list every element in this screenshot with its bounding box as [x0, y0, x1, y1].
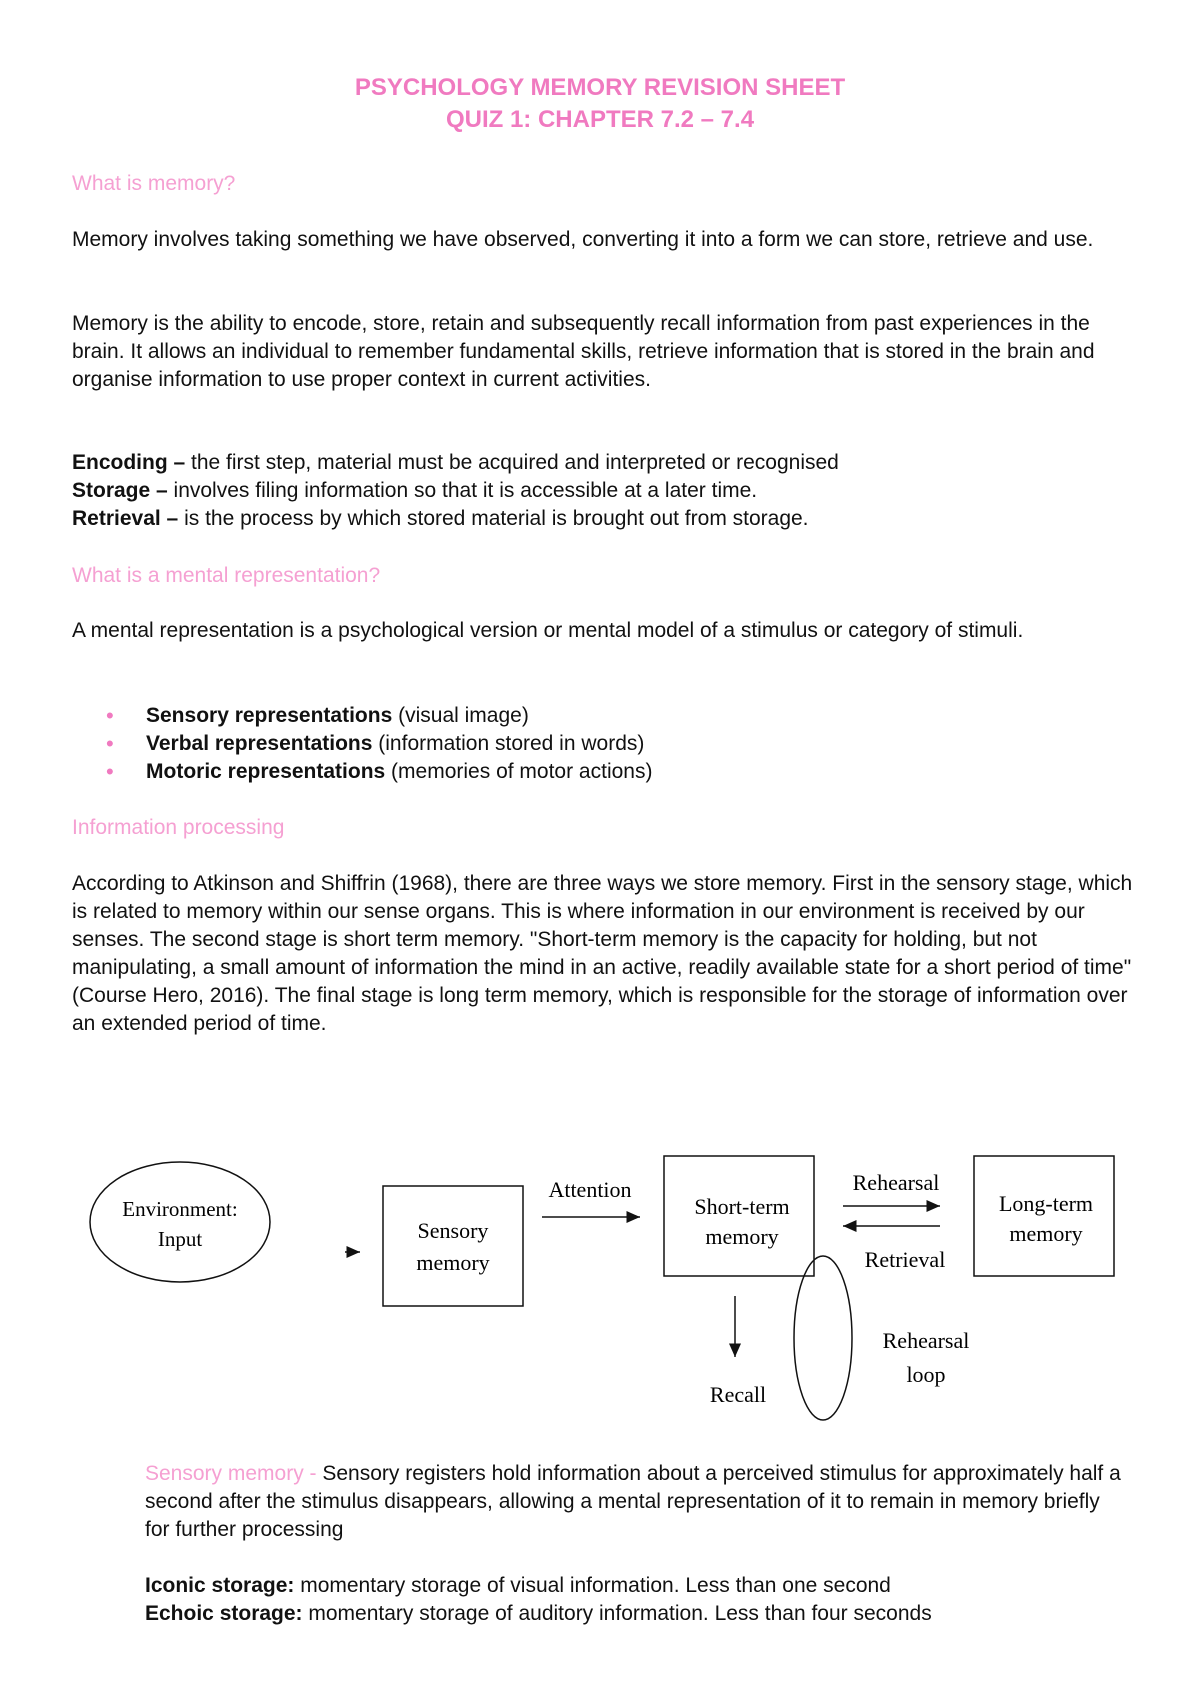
list-item: • Motoric representations (memories of motor actions): [106, 759, 653, 784]
environment-ellipse: [90, 1162, 270, 1282]
page-subtitle: QUIZ 1: CHAPTER 7.2 – 7.4: [445, 106, 755, 133]
sensory-memory-term: Sensory memory -: [145, 1462, 323, 1485]
long-term-memory-sublabel: memory: [1009, 1221, 1083, 1246]
bullet-icon: •: [106, 731, 114, 756]
attention-label: Attention: [548, 1177, 632, 1202]
definition-iconic-storage: Iconic storage: momentary storage of visual information. Less than one second: [145, 1574, 891, 1597]
memory-definitions: [72, 449, 1142, 533]
rehearsal-label: Rehearsal: [852, 1170, 940, 1195]
processing-paragraph: According to Atkinson and Shiffrin (1968), there are three ways we store memory. First in the sensory stage, which is related to memory within our sense organs. This is where information in our environment is received by our senses. The second stage is short term memory. "Short-term memory is the capacity for holding, but not manipulating, a small amount of information the mind in an active, readily available state for a short period of time" (Course Hero, 2016). The final stage is long term memory, which is responsible for the storage of information over an extended period of time.: [72, 872, 1133, 1035]
rehearsal-loop-label: Rehearsal: [882, 1328, 970, 1353]
sensory-memory-label: Sensory: [417, 1218, 489, 1243]
rehearsal-loop-sublabel: loop: [906, 1362, 946, 1387]
storage-definitions: [145, 1572, 1130, 1628]
environment-label: Environment:: [122, 1197, 238, 1221]
definition-retrieval: Retrieval – is the process by which stored material is brought out from storage.: [72, 507, 809, 530]
sensory-memory-box: [383, 1186, 523, 1306]
definition-encoding: Encoding – the first step, material must be acquired and interpreted or recognised: [72, 451, 839, 474]
heading-what-is-memory: What is memory?: [72, 172, 236, 195]
sensory-memory-paragraph: Sensory memory - Sensory registers hold information about a perceived stimulus for approximately half a second after the stimulus disappears, allowing a mental representation of it to remain in memory briefly for further processing: [145, 1462, 1121, 1541]
environment-sublabel: Input: [157, 1227, 203, 1251]
long-term-memory-label: Long-term: [998, 1191, 1094, 1216]
sensory-memory-sublabel: memory: [416, 1250, 490, 1275]
recall-label: Recall: [709, 1382, 767, 1407]
memory-paragraph-1: Memory involves taking something we have observed, converting it into a form we can store, retrieve and use.: [72, 228, 1094, 251]
memory-paragraph-2: Memory is the ability to encode, store, retain and subsequently recall information from past experiences in the brain. It allows an individual to remember fundamental skills, retrieve information that is stored in the brain and organise information to use proper context in current activities.: [72, 312, 1095, 391]
definition-echoic-storage: Echoic storage: momentary storage of auditory information. Less than four seconds: [145, 1602, 932, 1625]
list-item: • Verbal representations (information stored in words): [106, 731, 645, 756]
bullet-icon: •: [106, 703, 114, 728]
heading-information-processing: Information processing: [72, 816, 285, 839]
retrieval-label: Retrieval: [864, 1247, 946, 1272]
short-term-memory-sublabel: memory: [705, 1224, 779, 1249]
short-term-memory-label: Short-term: [694, 1194, 790, 1219]
representation-paragraph: A mental representation is a psychological version or mental model of a stimulus or category of stimuli.: [72, 619, 1024, 642]
page-title: PSYCHOLOGY MEMORY REVISION SHEET: [354, 74, 846, 101]
bullet-icon: •: [106, 759, 114, 784]
memory-model-diagram: [0, 1140, 1200, 1430]
rehearsal-loop: [794, 1256, 852, 1420]
representation-list: [72, 702, 1142, 786]
heading-mental-representation: What is a mental representation?: [72, 564, 381, 587]
list-item: • Sensory representations (visual image): [106, 703, 529, 728]
long-term-memory-box: [974, 1156, 1114, 1276]
definition-storage: Storage – involves filing information so that it is accessible at a later time.: [72, 479, 758, 502]
